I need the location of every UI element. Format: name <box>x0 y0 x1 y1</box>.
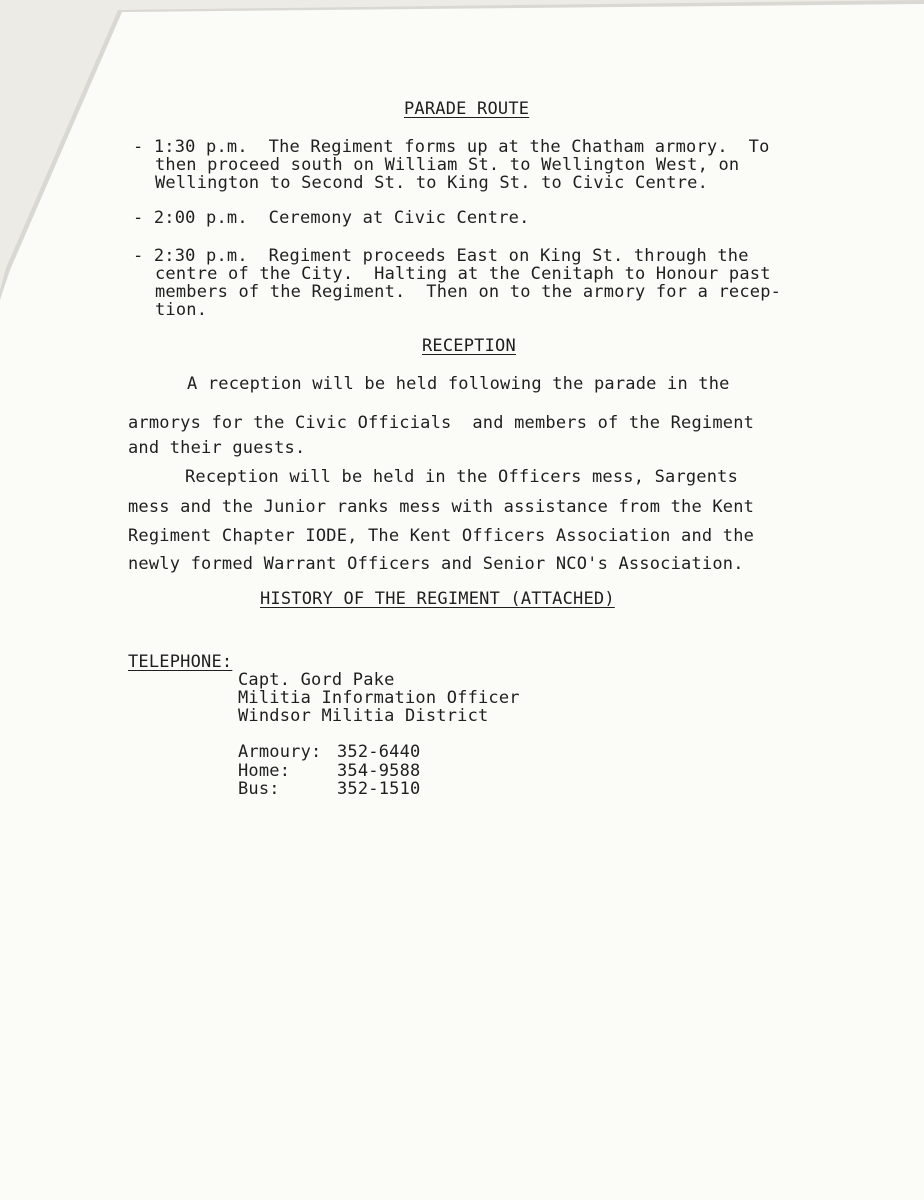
route-item-2-line-1: - 2:00 p.m. Ceremony at Civic Centre. <box>133 208 530 228</box>
reception-p1-line-1: A reception will be held following the parade in the <box>187 374 730 394</box>
reception-p2-line-4: newly formed Warrant Officers and Senior NCO's Association. <box>128 554 744 574</box>
route-item-3-line-2: centre of the City. Halting at the Cenitaph to Honour past <box>155 264 771 284</box>
contact-district: Windsor Militia District <box>238 706 489 726</box>
route-item-1-line-1: - 1:30 p.m. The Regiment forms up at the Chatham armory. To <box>133 137 770 157</box>
phone-bus-label: Bus: <box>238 779 280 799</box>
contact-role: Militia Information Officer <box>238 688 520 708</box>
route-item-3-line-4: tion. <box>155 300 208 320</box>
route-item-1-line-3: Wellington to Second St. to King St. to Civic Centre. <box>155 173 709 193</box>
reception-p2-line-2: mess and the Junior ranks mess with assistance from the Kent <box>128 497 755 517</box>
phone-home-label: Home: <box>238 761 291 781</box>
parade-route-title: PARADE ROUTE <box>404 99 530 119</box>
history-title: HISTORY OF THE REGIMENT (ATTACHED) <box>260 589 615 609</box>
route-item-3-line-3: members of the Regiment. Then on to the armory for a recep- <box>155 282 782 302</box>
route-item-1-line-2: then proceed south on William St. to Wellington West, on <box>155 155 740 175</box>
phone-armoury-label: Armoury: <box>238 742 322 762</box>
phone-bus-value: 352-1510 <box>337 779 421 799</box>
route-item-3-line-1: - 2:30 p.m. Regiment proceeds East on King St. through the <box>133 246 749 266</box>
phone-home-value: 354-9588 <box>337 761 421 781</box>
phone-armoury-value: 352-6440 <box>337 742 421 762</box>
reception-title: RECEPTION <box>422 336 516 356</box>
telephone-label: TELEPHONE: <box>128 652 233 672</box>
reception-p1-line-3: and their guests. <box>128 438 306 458</box>
contact-name: Capt. Gord Pake <box>238 670 395 690</box>
reception-p2-line-3: Regiment Chapter IODE, The Kent Officers Association and the <box>128 526 755 546</box>
reception-p2-line-1: Reception will be held in the Officers mess, Sargents <box>185 467 739 487</box>
reception-p1-line-2: armorys for the Civic Officials and members of the Regiment <box>128 413 755 433</box>
